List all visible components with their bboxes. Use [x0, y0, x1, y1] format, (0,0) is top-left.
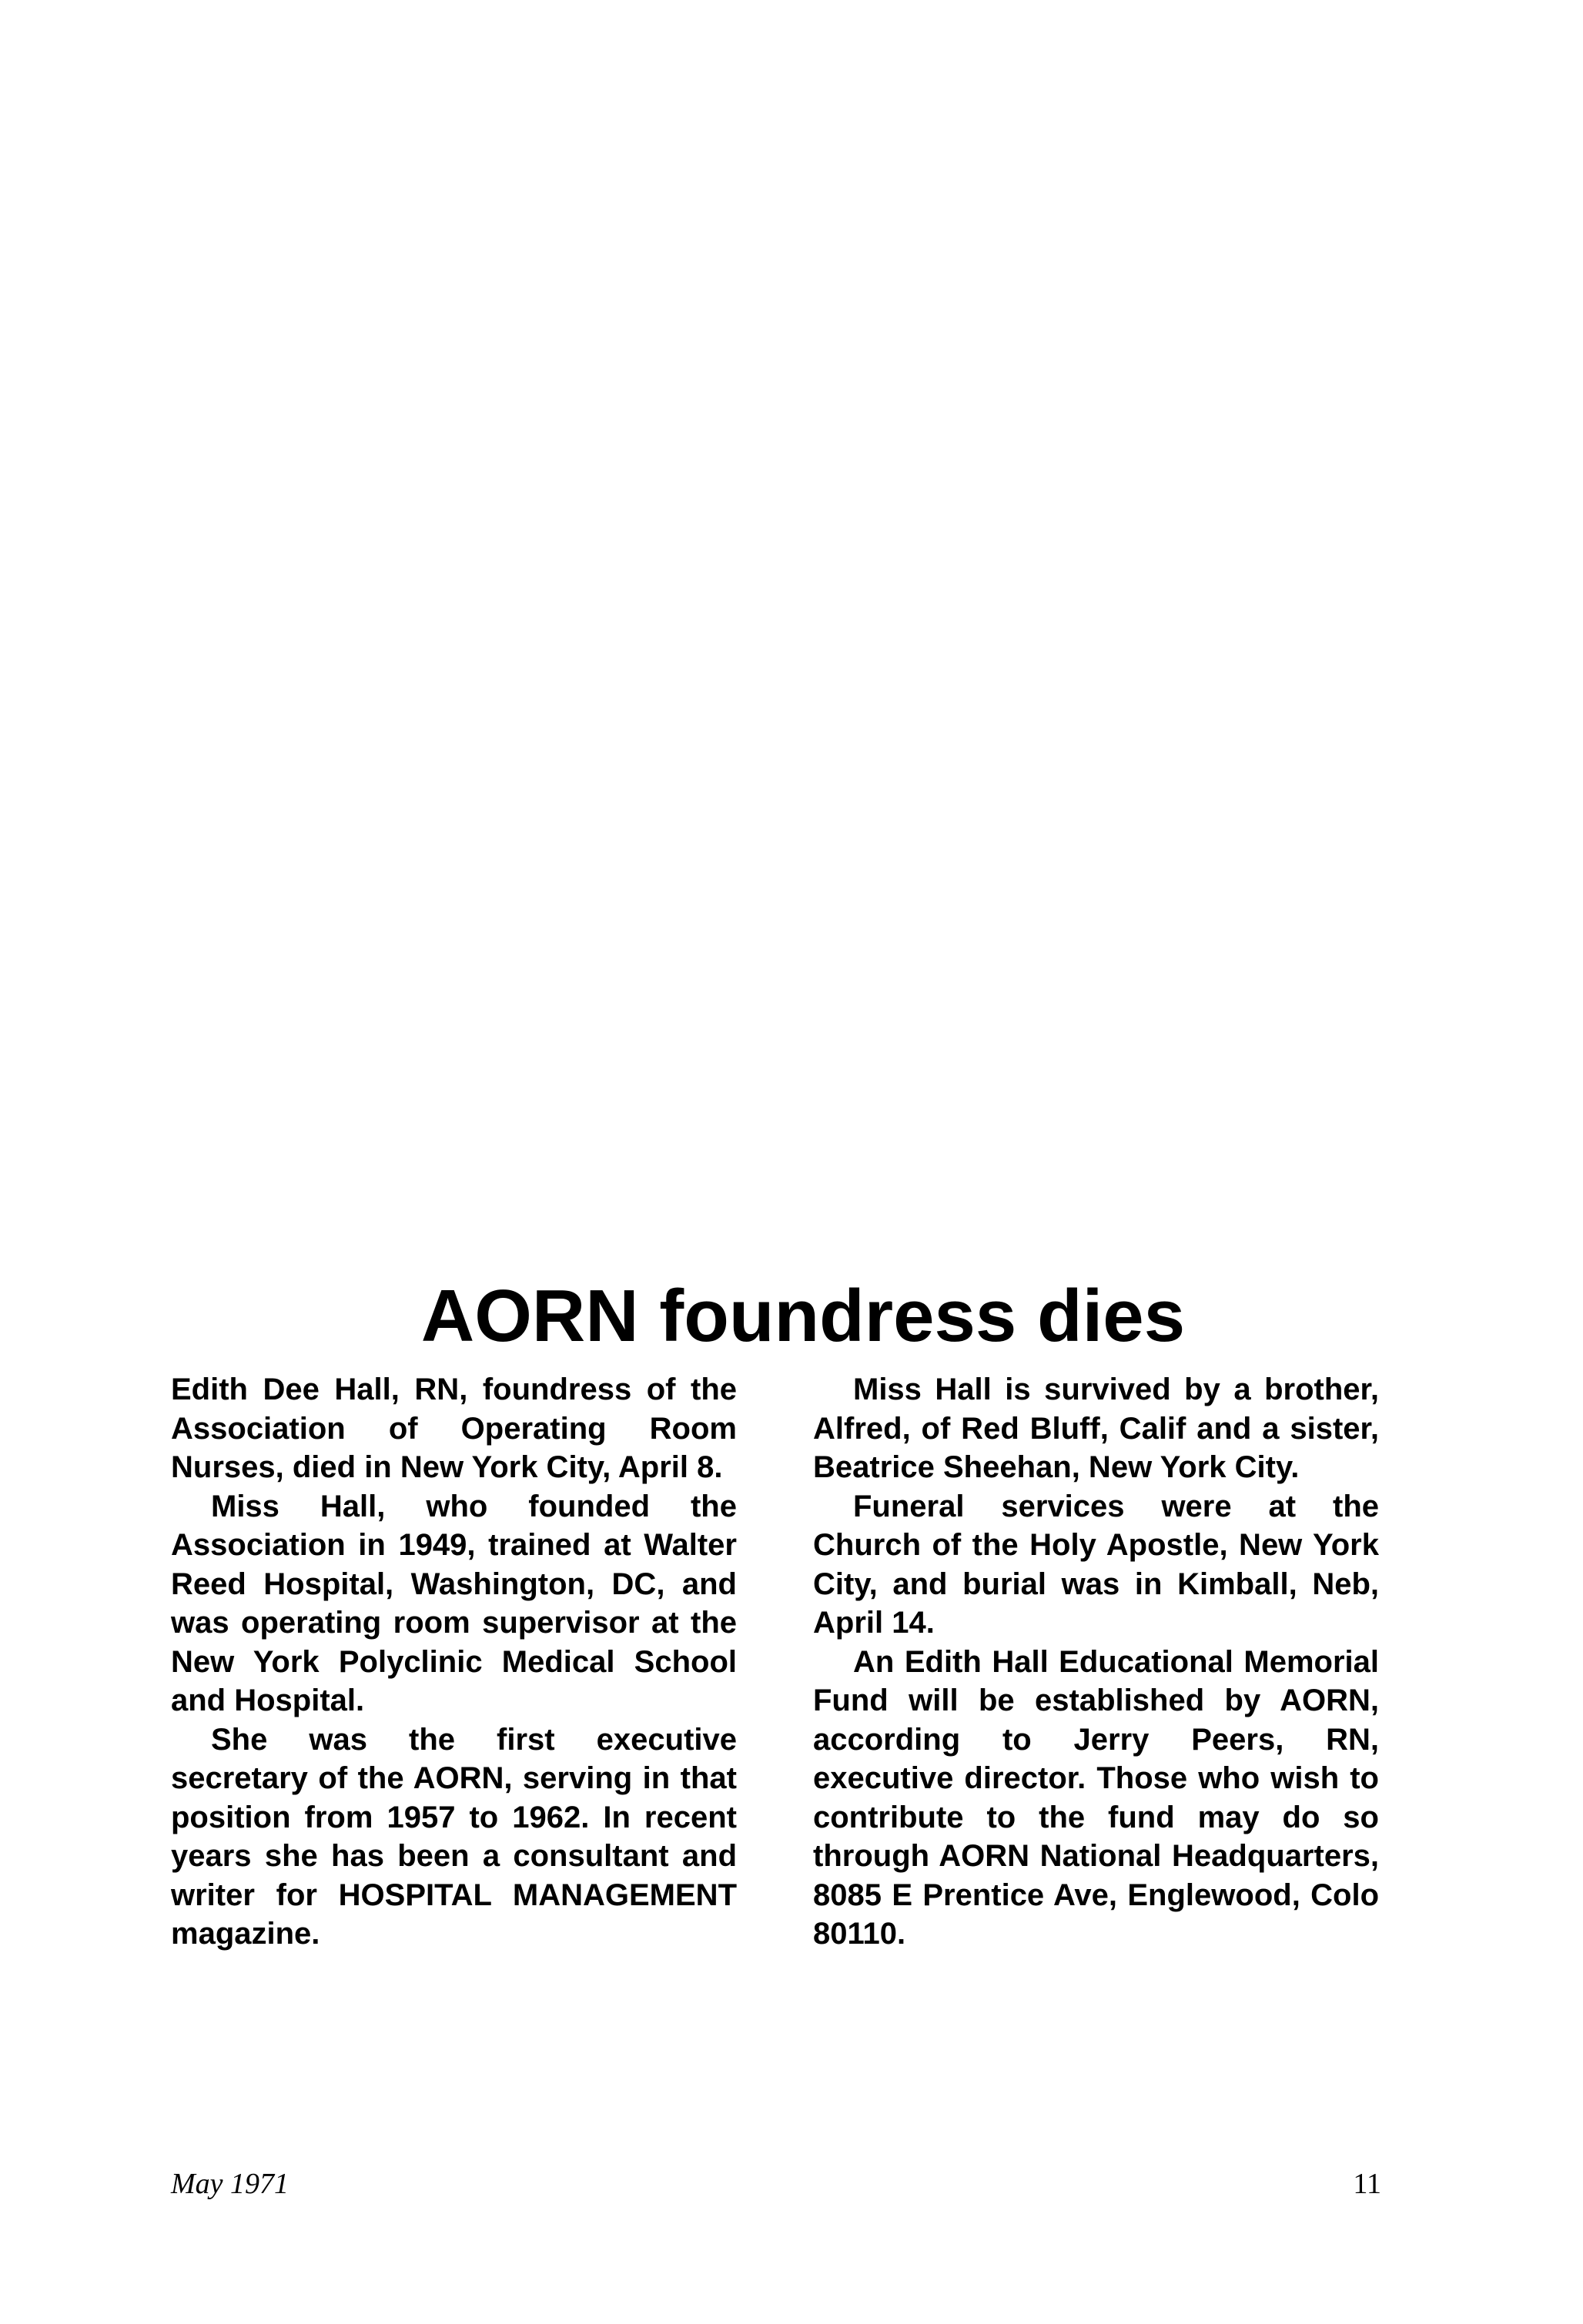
headline-text: AORN foundress dies	[420, 1275, 1186, 1357]
article-paragraph: Funeral services were at the Church of the Holy Apostle, New York City, and burial was in Kimball, Neb, April 14.	[813, 1489, 1379, 1640]
article-paragraph: Miss Hall, who founded the Association in 1949, trained at Walter Reed Hospital, Washington, DC, and was operating room supervisor at the New York Polyclinic Medical School and Hospital.	[171, 1489, 737, 1717]
footer-date: May 1971	[171, 2168, 289, 2200]
article-paragraph: Miss Hall is survived by a brother, Alfred, of Red Bluff, Calif and a sister, Beatrice Sheehan, New York City.	[813, 1373, 1379, 1484]
article-column-right	[813, 1370, 1379, 1954]
page-number: 11	[1353, 2168, 1381, 2200]
article-headline	[0, 1274, 1583, 1359]
article-paragraph: She was the first executive secretary of the AORN, serving in that position from 1957 to 1962. In recent years she has been a consultant and writer for HOSPITAL MANAGEMENT magazine.	[171, 1722, 737, 1951]
article-paragraph: Edith Dee Hall, RN, foundress of the Association of Operating Room Nurses, died in New York City, April 8.	[171, 1373, 737, 1484]
article-column-left	[171, 1370, 737, 1954]
article-paragraph: An Edith Hall Educational Memorial Fund will be established by AORN, according to Jerry Peers, RN, executive director. Those who wish to contribute to the fund may do so through AORN National Headquarters, 8085 E Prentice Ave, Englewood, Colo 80110.	[813, 1644, 1379, 1951]
